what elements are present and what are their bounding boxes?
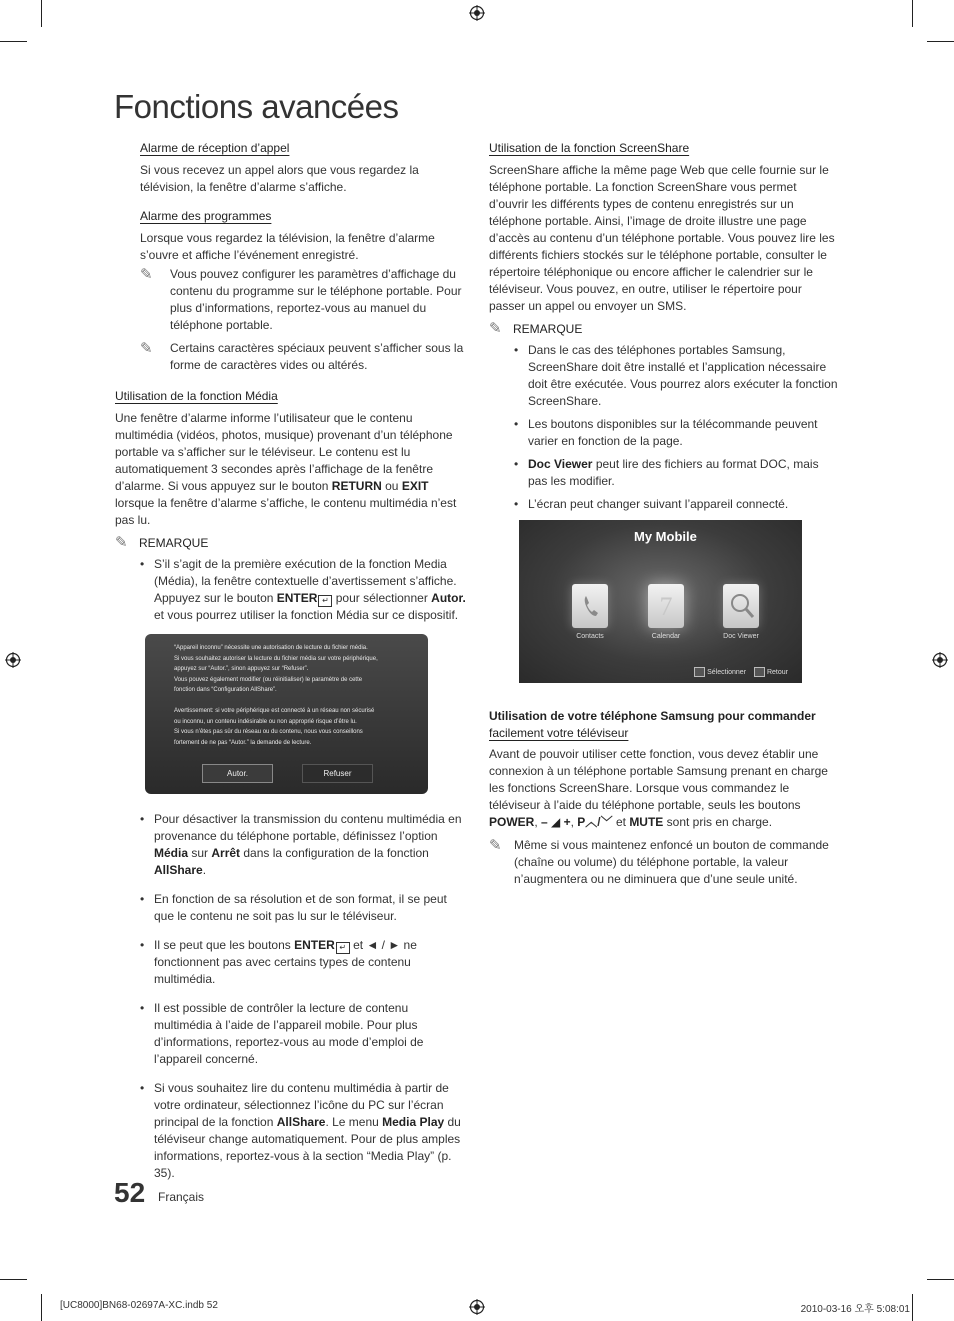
app-label: Contacts — [576, 633, 604, 640]
allow-button[interactable]: Autor. — [202, 764, 273, 783]
enter-icon: ↵ — [336, 942, 350, 954]
right-column-continued — [489, 708, 839, 894]
section-heading: Utilisation de la fonction ScreenShare — [489, 141, 690, 155]
return-key-icon — [754, 667, 765, 677]
dialog-line: “Appareil inconnu” nécessite une autorisation de lecture du fichier média. — [174, 645, 368, 651]
bold-term: Autor. — [431, 591, 466, 605]
text: pour sélectionner — [332, 591, 432, 605]
bold-term: AllShare — [276, 1115, 326, 1129]
crop-mark — [0, 41, 27, 42]
list-item — [514, 342, 839, 410]
crop-mark — [912, 1294, 913, 1321]
channel-arrows-icon: ︿/﹀ — [585, 815, 613, 829]
my-mobile-title: My Mobile — [634, 529, 697, 544]
bold-term: Doc Viewer — [528, 457, 593, 471]
text: sont pris en charge. — [663, 815, 773, 829]
enter-key-label: ENTER — [294, 938, 335, 952]
footer-date: 2010-03-16 오후 5:08:01 — [800, 1304, 910, 1315]
text: Si vous souhaitez lire du contenu multimédia à partir de votre ordinateur, sélectionnez l’icône du PC sur l’écran principal de la fonction — [154, 1081, 449, 1129]
note-pencil-icon: ✎ — [489, 837, 502, 854]
note-pencil-icon: ✎ — [489, 320, 502, 337]
paragraph: Si vous recevez un appel alors que vous regardez la télévision, la fenêtre d’alarme s’affiche. — [140, 163, 419, 194]
dialog-line: Vous pouvez également modifier (ou réinitialiser) le paramètre de cette — [174, 676, 363, 683]
permission-dialog — [145, 634, 428, 794]
enter-key-icon — [694, 667, 705, 677]
section-heading — [489, 708, 839, 742]
enter-key-label: ENTER — [276, 591, 318, 605]
dialog-line: appuyez sur “Autor.”, sinon appuyez sur “Refuser”. — [174, 666, 309, 672]
bullet-list — [140, 811, 467, 1182]
text: Il est possible de contrôler la lecture de contenu multimédia à l’aide de l’appareil mobile. Pour plus d’informations, reportez-vous au mode d’emploi de l’appareil concerné. — [154, 1001, 424, 1066]
note-pencil-icon: ✎ — [115, 534, 128, 551]
bullet-list — [115, 556, 467, 624]
exit-key-label: EXIT — [401, 479, 429, 493]
text: Pour désactiver la transmission du contenu multimédia en provenance du téléphone portable, définissez l’option — [154, 812, 462, 843]
registration-mark-icon — [469, 1299, 485, 1315]
list-item — [140, 1000, 467, 1068]
remark-heading — [115, 535, 467, 552]
back-label: Retour — [766, 668, 788, 676]
text: . Le menu — [325, 1115, 383, 1129]
heading-line: Utilisation de votre téléphone Samsung pour commander — [489, 709, 816, 723]
text: Les boutons disponibles sur la télécommande peuvent varier en fonction de la page. — [528, 417, 818, 448]
language-label: Français — [158, 1190, 205, 1204]
list-item — [514, 496, 839, 513]
calendar-digit: 7 — [659, 592, 673, 621]
bold-term: Media Play — [382, 1115, 445, 1129]
text: . — [202, 863, 207, 877]
doc-viewer-icon — [723, 584, 759, 628]
registration-mark-icon — [5, 652, 21, 668]
section-heading: Utilisation de la fonction Média — [115, 389, 278, 403]
note-text: Même si vous maintenez enfoncé un bouton de commande (chaîne ou volume) du téléphone portable, la valeur n’augmentera ou ne diminuera que d’une seule unité. — [514, 838, 829, 886]
text: et — [612, 815, 630, 829]
calendar-icon — [648, 584, 684, 628]
list-item — [140, 1080, 467, 1182]
footer-file-info: [UC8000]BN68-02697A-XC.indb 52 — [60, 1300, 218, 1311]
note — [140, 266, 467, 334]
list-item — [140, 811, 467, 879]
left-column — [115, 140, 467, 630]
note — [140, 340, 467, 374]
crop-mark — [927, 41, 954, 42]
list-item — [140, 891, 467, 925]
contacts-app[interactable] — [560, 584, 620, 640]
left-column-continued — [140, 811, 467, 1188]
mute-key-label: MUTE — [629, 815, 664, 829]
text: du téléviseur change automatiquement. Pour de plus amples informations, reportez-vous à la section “Media Play” (p. 35). — [154, 1115, 461, 1180]
text: Une fenêtre d’alarme informe l’utilisateur que le contenu multimédia (vidéos, photos, musique) provenant d’un téléphone portable va s’afficher sur le téléviseur. Le contenu est lu automatiquement 3 secondes après l’affichage de la fenêtre d’alarme. Si vous appuyez sur le bouton — [115, 411, 453, 493]
contacts-icon — [572, 584, 608, 628]
page-title: Fonctions avancées — [114, 88, 399, 125]
right-column — [489, 140, 839, 519]
calendar-app[interactable] — [636, 584, 696, 640]
enter-icon: ↵ — [318, 595, 332, 607]
app-label: Doc Viewer — [723, 633, 759, 640]
text: L’écran peut changer suivant l’appareil connecté. — [528, 497, 789, 511]
note — [489, 837, 839, 888]
crop-mark — [41, 1294, 42, 1321]
crop-mark — [912, 0, 913, 27]
bold-term: Média — [154, 846, 189, 860]
volume-key-label: – ◢ + — [541, 815, 571, 829]
my-mobile-footer — [688, 667, 788, 677]
text: peut lire des fichiers au format DOC, mais pas les modifier. — [528, 457, 819, 488]
my-mobile-screen — [519, 520, 802, 683]
registration-mark-icon — [469, 5, 485, 21]
remark-label: REMARQUE — [139, 536, 209, 550]
note-pencil-icon: ✎ — [140, 266, 153, 283]
text: , — [570, 815, 578, 829]
text: sur — [188, 846, 212, 860]
section-heading: Alarme de réception d’appel — [140, 141, 290, 155]
crop-mark — [41, 0, 42, 27]
dialog-text — [174, 643, 409, 748]
text: Dans le cas des téléphones portables Samsung, ScreenShare doit être installé et l’application nécessaire doit être exécutée. Vous pourrez alors exécuter la fonction ScreenShare. — [528, 343, 838, 408]
remark-heading — [489, 321, 839, 338]
list-item — [514, 416, 839, 450]
text: dans la configuration de la fonction — [240, 846, 429, 860]
return-key-label: RETURN — [331, 479, 382, 493]
section-heading: Alarme des programmes — [140, 209, 272, 223]
paragraph — [115, 410, 467, 529]
app-label: Calendar — [651, 633, 681, 640]
dialog-line: ou inconnu, un contenu indésirable ou non approprié risque d’être lu. — [174, 718, 357, 725]
text: et vous pourrez utiliser la fonction Média sur ce dispositif. — [154, 608, 459, 622]
registration-mark-icon — [932, 652, 948, 668]
list-item — [140, 556, 467, 624]
note-pencil-icon: ✎ — [140, 340, 153, 357]
power-key-label: POWER — [489, 815, 535, 829]
doc-viewer-app[interactable] — [711, 584, 771, 640]
text: lorsque la fenêtre d’alarme s’affiche, le contenu multimédia n’est pas lu. — [115, 496, 457, 527]
bold-term: AllShare — [154, 863, 203, 877]
dialog-line: fortement de ne pas “Autor.” la demande de lecture. — [174, 739, 312, 746]
text: Il se peut que les boutons — [154, 938, 295, 952]
bold-term: Arrêt — [211, 846, 241, 860]
paragraph: Lorsque vous regardez la télévision, la fenêtre d’alarme s’ouvre et affiche l’événement enregistré. — [140, 231, 435, 262]
dialog-line: fonction dans “Configuration AllShare”. — [174, 687, 277, 693]
list-item — [514, 456, 839, 490]
remark-label: REMARQUE — [513, 322, 583, 336]
note-text: Certains caractères spéciaux peuvent s’afficher sous la forme de caractères vides ou altérés. — [170, 341, 464, 372]
bullet-list — [489, 342, 839, 513]
dialog-line: Avertissement: si votre périphérique est connecté à un réseau non sécurisé — [174, 708, 375, 714]
crop-mark — [0, 1279, 27, 1280]
dialog-line: Si vous souhaitez autoriser la lecture du fichier média sur votre périphérique, — [174, 655, 378, 662]
refuse-button[interactable]: Refuser — [302, 764, 373, 783]
select-label: Sélectionner — [707, 668, 747, 676]
crop-mark — [927, 1279, 954, 1280]
list-item — [140, 937, 467, 988]
text: Avant de pouvoir utiliser cette fonction, vous devez établir une connexion à un téléphone portable Samsung prenant en charge les fonctions ScreenShare. Lorsque vous commandez le téléviseur à l’aide du téléphone portable, seuls les boutons — [489, 747, 828, 812]
text: , — [534, 815, 542, 829]
note-text: Vous pouvez configurer les paramètres d’affichage du contenu du programme sur le téléphone portable. Pour plus d’informations, reportez-vous au manuel du téléphone portable. — [170, 267, 462, 332]
text: ou — [381, 479, 402, 493]
text: En fonction de sa résolution et de son format, il se peut que le contenu ne soit pas lu sur le téléviseur. — [154, 892, 447, 923]
dialog-line: Si vous n’êtes pas sûr du réseau ou du contenu, nous vous conseillons — [174, 729, 363, 735]
page-number: 52 — [114, 1177, 146, 1208]
text: S’il s’agit de la première exécution de la fonction Media (Média), la fenêtre contextuelle d’avertissement s’affiche. Appuyez sur le bouton — [154, 557, 457, 605]
paragraph — [489, 746, 839, 831]
channel-key-label: P — [577, 815, 586, 829]
paragraph: ScreenShare affiche la même page Web que celle fournie sur le téléphone portable. La fonction ScreenShare vous permet d’ouvrir les différents types de contenu enregistrés sur un téléphone portable. Ainsi, l’image de droite illustre une page d’accès au contenu d’un téléphone portable. Vous pouvez lire les différents fichiers stockés sur le téléphone portable, consulter le répertoire téléphonique ou encore afficher le calendrier sur le téléviseur. Vous pouvez, en outre, utiliser le répertoire pour passer un appel ou envoyer un SMS. — [489, 163, 835, 313]
text: et ◄ / ► ne fonctionnent pas avec certains types de contenu multimédia. — [154, 938, 417, 986]
heading-line: facilement votre téléviseur — [489, 726, 629, 740]
